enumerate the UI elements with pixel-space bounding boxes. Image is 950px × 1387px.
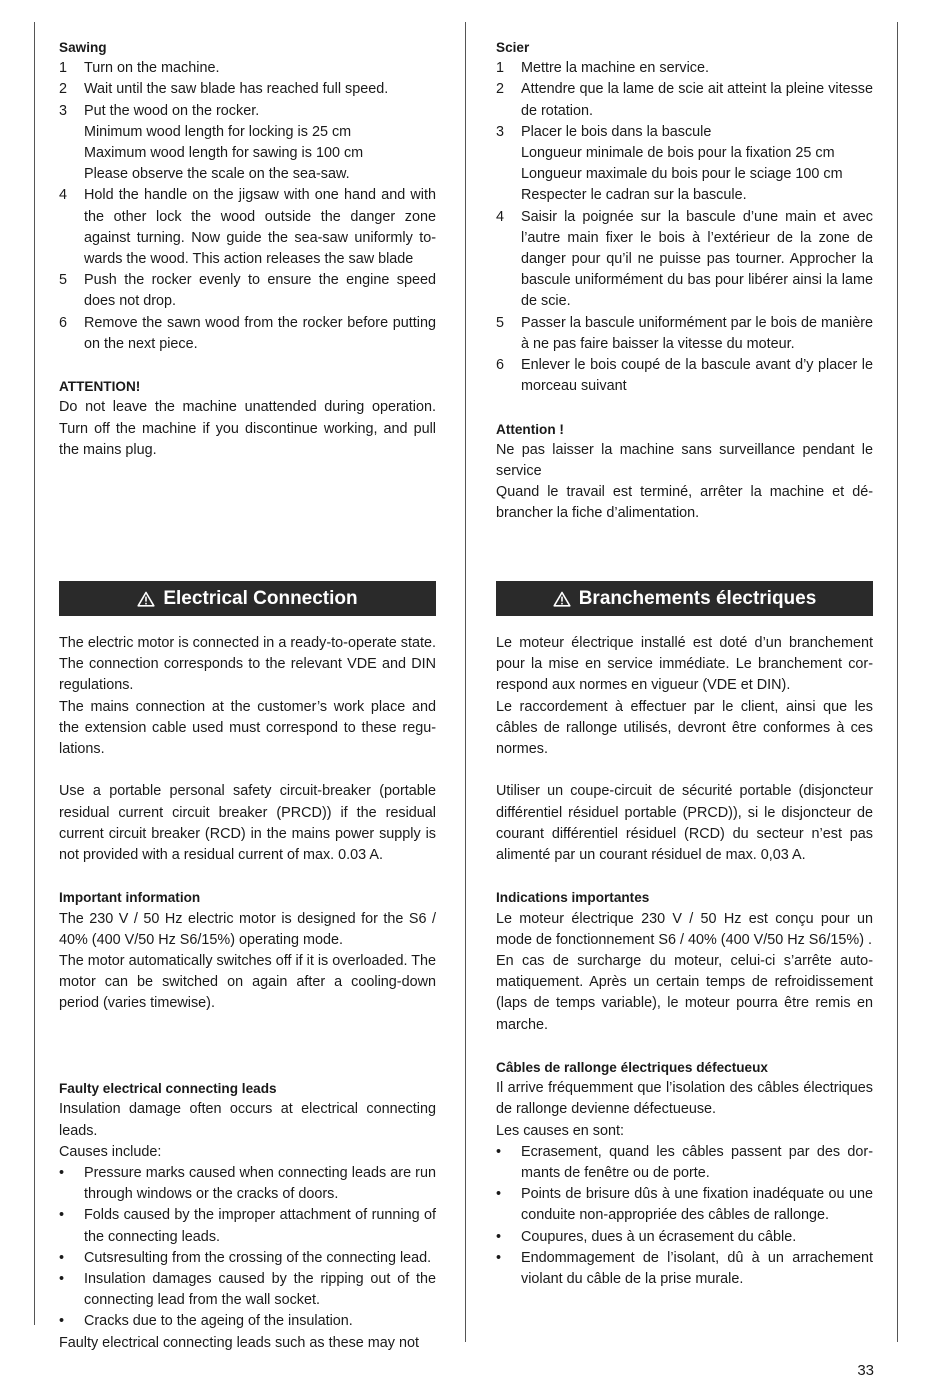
list-item-text: Endommagement de l’isolant, dû à un arrachement violant du câble de la prise murale. — [521, 1249, 873, 1288]
list-item — [496, 313, 873, 355]
list-item — [59, 313, 436, 355]
list-item — [496, 1142, 873, 1184]
left-column-top — [59, 37, 436, 461]
section-title: Electrical Connection — [163, 587, 358, 609]
list-item — [496, 355, 873, 397]
branchements-title-bar — [496, 581, 873, 616]
electrical-connection-title-bar — [59, 581, 436, 616]
list-item-text: Coupures, dues à un écrasement du câble. — [521, 1228, 797, 1245]
step-text: Saisir la poignée sur la bascule d’une main et avec l’autre main fixer le bois à l’extérieur de la zone de danger pour qu’il ne puisse pas tourner. Approcher la bascule uniformément du bas pour libérer ainsi la lame de scie. — [521, 208, 873, 310]
right-column-bottom — [496, 633, 873, 1290]
center-column-rule — [465, 22, 466, 1342]
step-text: Passer la bascule uniformément par le bois de manière à ne pas faire baisser la vitesse du moteur. — [521, 314, 873, 352]
step-subline: Respecter le cadran sur la bascule. — [521, 187, 747, 204]
step-text: Attendre que la lame de scie ait atteint la pleine vitesse de rotation. — [521, 81, 873, 119]
sawing-heading-fr: Scier — [496, 40, 530, 55]
step-text: Push the rocker evenly to ensure the engine speed does not drop. — [84, 272, 436, 310]
attention-heading-fr: Attention ! — [496, 421, 564, 437]
step-number: 3 — [59, 102, 68, 119]
list-item — [496, 79, 873, 121]
step-text: Enlever le bois coupé de la bascule avant d’y placer le morceau suivant — [521, 357, 873, 395]
step-number: 1 — [496, 60, 505, 77]
step-subline: Longueur maximale du bois pour le sciage 100 cm — [521, 166, 843, 183]
bullet: • — [59, 1249, 65, 1266]
step-number: 4 — [59, 187, 68, 204]
bullet: • — [59, 1165, 65, 1181]
step-subline: Longueur minimale de bois pour la fixation 25 cm — [521, 145, 835, 162]
paragraph: Insulation damage often occurs at electrical connecting leads. — [59, 1101, 436, 1139]
causes-list-fr — [496, 1142, 873, 1290]
step-text: Remove the sawn wood from the rocker before putting on the next piece. — [84, 314, 436, 352]
step-text: Put the wood on the rocker. — [84, 102, 260, 119]
list-item — [59, 1269, 436, 1311]
list-item-text: Ecrasement, quand les câbles passent par des dormants de fenêtre ou de porte. — [521, 1143, 873, 1182]
list-item — [59, 1205, 436, 1247]
bullet: • — [496, 1249, 502, 1266]
bullet: • — [496, 1228, 502, 1245]
warning-triangle-icon — [137, 591, 155, 607]
bullet: • — [59, 1313, 65, 1330]
step-text: Placer le bois dans la bascule — [521, 123, 712, 140]
list-item — [59, 1311, 436, 1332]
left-column-bottom — [59, 633, 436, 1354]
paragraph: Utiliser un coupe-circuit de sécurité portable (disjoncteur différentiel résiduel portable (PRCD)), si le disjoncteur de courant différentiel résiduel (RCD) du secteur n’est pas alimenté par un courant résiduel de max. 0,03 A. — [496, 783, 873, 864]
faulty-leads-heading-fr: Câbles de rallonge électriques défectueux — [496, 1060, 768, 1076]
list-item-text: Folds caused by the improper attachment of running of the connecting leads. — [84, 1207, 436, 1245]
step-number: 6 — [496, 357, 505, 374]
important-heading: Important information — [59, 890, 201, 906]
paragraph: Le raccordement à effectuer par le client, ainsi que les câbles de rallonge utilisés, devront être conformes à ces normes. — [496, 698, 873, 758]
step-number: 3 — [496, 123, 505, 140]
list-item — [59, 101, 436, 186]
paragraph: Le moteur électrique 230 V / 50 Hz est conçu pour un mode de fonctionnement S6 / 40% (400 V/50 Hz S6/15%) . — [496, 910, 873, 948]
list-item — [59, 185, 436, 270]
page-number: 33 — [857, 1362, 874, 1379]
list-item — [59, 58, 436, 79]
step-number: 5 — [496, 314, 505, 331]
step-text: Wait until the saw blade has reached full speed. — [84, 81, 389, 98]
step-number: 2 — [496, 81, 505, 98]
sawing-steps-list-fr — [496, 58, 873, 397]
list-item — [496, 207, 873, 313]
warning-triangle-icon — [553, 591, 571, 607]
paragraph: Use a portable personal safety circuit-breaker (portable residual current circuit breaker (PRCD)) if the residual current circuit breaker (RCD) in the mains power supply is not provided with a residual current of max. 0.03 A. — [59, 783, 436, 864]
right-margin-rule — [897, 22, 898, 1342]
list-item — [496, 1248, 873, 1290]
list-item-text: Points de brisure dûs à une fixation inadéquate ou une conduite non-appropriée des câbles de rallonge. — [521, 1186, 873, 1224]
attention-text: Do not leave the machine unattended during operation. Turn off the machine if you discontinue working, and pull the mains plug. — [59, 399, 436, 458]
bullet: • — [496, 1186, 502, 1203]
step-number: 4 — [496, 208, 505, 225]
paragraph: The mains connection at the customer’s work place and the extension cable used must correspond to these regulations. — [59, 698, 436, 758]
list-item-text: Cracks due to the ageing of the insulation. — [84, 1313, 353, 1330]
step-text: Turn on the machine. — [84, 60, 220, 77]
step-number: 5 — [59, 272, 68, 289]
attention-heading: ATTENTION! — [59, 379, 141, 395]
sawing-steps-list — [59, 58, 436, 355]
important-heading-fr: Indications importantes — [496, 890, 650, 906]
right-column-top — [496, 37, 873, 525]
paragraph: The motor automatically switches off if it is overloaded. The motor can be switched on again after a cooling-down period (varies timewise). — [59, 953, 436, 1012]
faulty-leads-heading: Faulty electrical connecting leads — [59, 1081, 277, 1097]
paragraph: En cas de surcharge du moteur, celui-ci s’arrête automatiquement. Après un certain temps de refroidissement (laps de temps variable), le moteur pourra être remis en marche. — [496, 953, 873, 1033]
step-number: 1 — [59, 60, 68, 77]
step-number: 2 — [59, 81, 68, 98]
paragraph: Causes include: — [59, 1143, 162, 1160]
list-item — [496, 122, 873, 207]
list-item-text: Pressure marks caused when connecting leads are run through windows or the cracks of doors. — [84, 1165, 436, 1203]
list-item-text: Insulation damages caused by the ripping out of the connecting lead from the wall socket. — [84, 1271, 436, 1309]
paragraph: Faulty electrical connecting leads such as these may not — [59, 1334, 419, 1351]
paragraph: Les causes en sont: — [496, 1122, 624, 1139]
step-subline: Maximum wood length for sawing is 100 cm — [84, 145, 364, 162]
bullet: • — [59, 1207, 65, 1224]
causes-list — [59, 1163, 436, 1333]
paragraph: Il arrive fréquemment que l’isolation des câbles électriques de rallonge devienne défectueuse. — [496, 1080, 873, 1118]
paragraph: Le moteur électrique installé est doté d’un branchement pour la mise en service immédiate. Le branchement correspond aux normes en vigueur (VDE et DIN). — [496, 635, 873, 694]
attention-line: Ne pas laisser la machine sans surveillance pendant le service — [496, 441, 873, 480]
bullet: • — [59, 1271, 65, 1288]
attention-line: Quand le travail est terminé, arrêter la machine et débrancher la fiche d’alimentation. — [496, 484, 873, 522]
list-item — [496, 1227, 873, 1248]
section-title: Branchements électriques — [578, 587, 817, 609]
step-text: Hold the handle on the jigsaw with one hand and with the other lock the wood outside the danger zone against turning. Now guide the sea-saw uniformly towards the wood. This action releases the saw blade — [84, 187, 436, 268]
bullet: • — [496, 1143, 502, 1160]
list-item-text: Cutsresulting from the crossing of the connecting lead. — [84, 1249, 432, 1266]
list-item — [59, 79, 436, 100]
list-item — [59, 1248, 436, 1269]
list-item — [59, 1163, 436, 1205]
left-margin-rule — [34, 22, 35, 1325]
paragraph: The 230 V / 50 Hz electric motor is designed for the S6 / 40% (400 V/50 Hz S6/15%) operating mode. — [59, 910, 436, 948]
paragraph: The electric motor is connected in a ready-to-operate state. The connection corresponds to the relevant VDE and DIN regulations. — [59, 635, 436, 694]
step-number: 6 — [59, 314, 68, 331]
step-text: Mettre la machine en service. — [521, 60, 709, 77]
list-item — [496, 1184, 873, 1226]
list-item — [59, 270, 436, 312]
step-subline: Please observe the scale on the sea-saw. — [84, 166, 350, 183]
list-item — [496, 58, 873, 79]
sawing-heading: Sawing — [59, 40, 107, 55]
step-subline: Minimum wood length for locking is 25 cm — [84, 123, 352, 140]
